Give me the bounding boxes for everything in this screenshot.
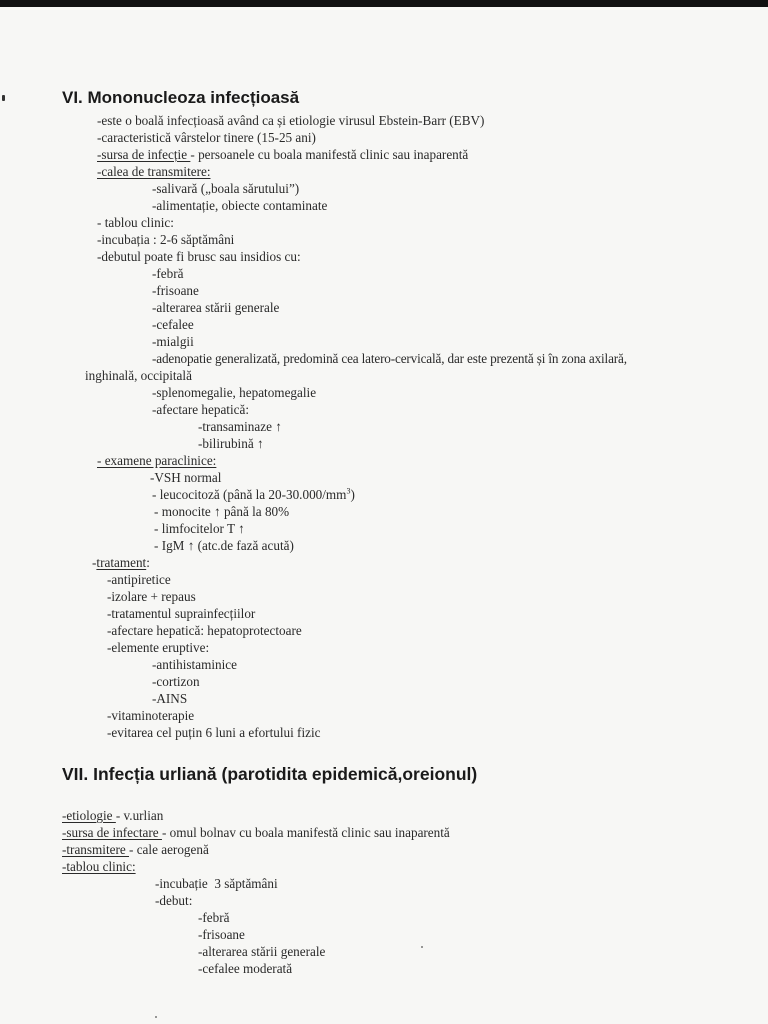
text-line: -elemente eruptive: bbox=[107, 640, 210, 655]
underlined-label: -transmitere bbox=[62, 842, 130, 857]
text-line: -febră bbox=[198, 910, 230, 925]
text-line: -alimentație, obiecte contaminate bbox=[152, 198, 328, 213]
text-line: -adenopatie generalizată, predomină cea latero-cervicală, dar este prezentă și în zona axilară, bbox=[152, 351, 627, 366]
text-line: -transaminaze ↑ bbox=[198, 419, 282, 434]
section-title-mononucleoza: VI. Mononucleoza infecțioasă bbox=[62, 88, 300, 107]
text-line: -izolare + repaus bbox=[107, 589, 196, 604]
text-line: -transmitere - cale aerogenă bbox=[62, 842, 209, 857]
text-line: -etiologie - v.urlian bbox=[62, 808, 164, 823]
text-line bbox=[62, 858, 136, 875]
text-line: -vitaminoterapie bbox=[107, 708, 195, 723]
text-line bbox=[97, 452, 216, 469]
text-line: -AINS bbox=[152, 691, 188, 706]
underlined-label: -calea de transmitere: bbox=[97, 164, 211, 179]
text-line: -alterarea stării generale bbox=[198, 944, 326, 959]
text-line: -afectare hepatică: hepatoprotectoare bbox=[107, 623, 302, 638]
text-line: -debutul poate fi brusc sau insidios cu: bbox=[97, 249, 301, 264]
text-line: -sursa de infecție - persoanele cu boala manifestă clinic sau inaparentă bbox=[97, 147, 469, 162]
underlined-label: - examene paraclinice: bbox=[97, 453, 217, 468]
text-line: -mialgii bbox=[152, 334, 194, 349]
underlined-label: -etiologie bbox=[62, 808, 116, 823]
text-line: -alterarea stării generale bbox=[152, 300, 280, 315]
text-line: - limfocitelor T ↑ bbox=[154, 521, 245, 536]
text-line: -febră bbox=[152, 266, 184, 281]
text-line: -este o boală infecțioasă având ca și etiologie virusul Ebstein-Barr (EBV) bbox=[97, 113, 485, 128]
underlined-label: -sursa de infecție bbox=[97, 147, 191, 162]
text-line: -evitarea cel puțin 6 luni a efortului fizic bbox=[107, 725, 321, 740]
text-line: -incubația : 2-6 săptămâni bbox=[97, 232, 235, 247]
underlined-label: -sursa de infectare bbox=[62, 825, 162, 840]
text-line: - tablou clinic: bbox=[97, 215, 174, 230]
text-line: -sursa de infectare - omul bolnav cu boala manifestă clinic sau inaparentă bbox=[62, 825, 450, 840]
text-line: -caracteristică vârstelor tinere (15-25 ani) bbox=[97, 130, 316, 145]
text-line: - IgM ↑ (atc.de fază acută) bbox=[154, 538, 294, 553]
text-line: - leucocitoză (până la $20-30.000/mm^3$) bbox=[152, 486, 355, 502]
section-title-infectia-urliana: VII. Infecția urliană (parotidita epidemică,oreionul) bbox=[62, 764, 478, 784]
text-line: -bilirubină ↑ bbox=[198, 436, 264, 451]
text-line: -debut: bbox=[155, 893, 193, 908]
text-line: -antipiretice bbox=[107, 572, 171, 587]
underlined-label: -tablou clinic: bbox=[62, 859, 136, 874]
text-line: -frisoane bbox=[152, 283, 199, 298]
scan-top-border bbox=[0, 0, 768, 7]
text-line: - monocite ↑ până la 80% bbox=[154, 504, 290, 519]
text-line: -VSH normal bbox=[150, 470, 222, 485]
text-line: -frisoane bbox=[198, 927, 245, 942]
text-line: -splenomegalie, hepatomegalie bbox=[152, 385, 317, 400]
text-line: -cefalee bbox=[152, 317, 194, 332]
scan-mark bbox=[2, 95, 5, 101]
text-line: -cortizon bbox=[152, 674, 200, 689]
text-line: -tratamentul suprainfecțiilor bbox=[107, 606, 256, 621]
text-line: -antihistaminice bbox=[152, 657, 237, 672]
text-line bbox=[97, 163, 211, 180]
scan-speck bbox=[155, 1016, 157, 1018]
text-line: inghinală, occipitală bbox=[85, 368, 192, 383]
text-line: -cefalee moderată bbox=[198, 961, 293, 976]
text-line: -afectare hepatică: bbox=[152, 402, 249, 417]
text-line: -tratament: bbox=[92, 555, 150, 570]
scan-speck bbox=[421, 946, 423, 948]
text-line: -salivară („boala sărutului”) bbox=[152, 181, 300, 196]
underlined-label: tratament bbox=[96, 555, 147, 570]
text-line: -incubație 3 săptămâni bbox=[155, 876, 278, 891]
